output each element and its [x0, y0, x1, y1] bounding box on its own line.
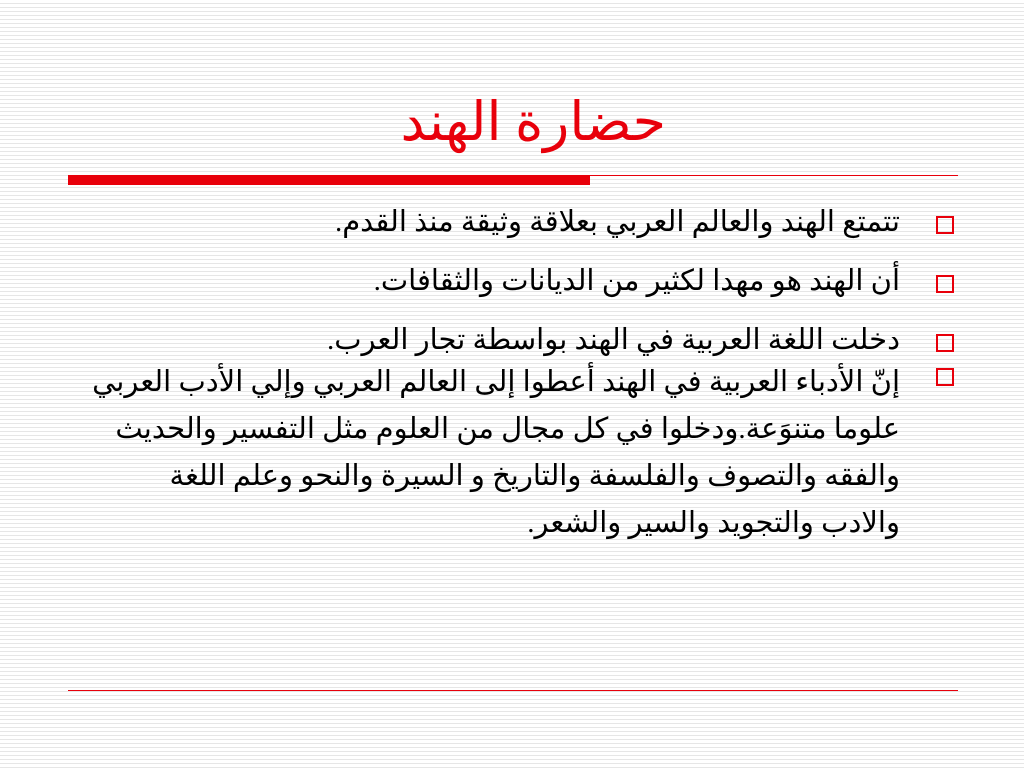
title-underline-line [590, 175, 958, 176]
bullet-text: دخلت اللغة العربية في الهند بواسطة تجار العرب. [326, 324, 900, 356]
bullet-item [90, 203, 958, 241]
footer-divider [68, 690, 958, 691]
slide-title: حضارة الهند [400, 92, 666, 152]
title-underline-bar [68, 175, 590, 185]
bullet-item [90, 262, 958, 300]
square-bullet-icon [936, 216, 954, 234]
bullet-list [90, 203, 958, 568]
square-bullet-icon [936, 275, 954, 293]
bullet-text: إنّ الأدباء العربية في الهند أعطوا إلى العالم العربي وإلي الأدب العربي علوما متنوَعة.ودخلوا في كل مجال من العلوم مثل التفسير والحديث والفقه والتصوف والفلسفة والتاريخ و السيرة والنحو وعلم اللغة والادب والتجويد والسير والشعر. [92, 366, 900, 539]
bullet-item [90, 321, 958, 359]
square-bullet-icon [936, 368, 954, 386]
bullet-text: أن الهند هو مهدا لكثير من الديانات والثقافات. [373, 265, 900, 297]
bullet-text: تتمتع الهند والعالم العربي بعلاقة وثيقة منذ القدم. [334, 206, 900, 238]
square-bullet-icon [936, 334, 954, 352]
bullet-item [90, 359, 958, 547]
